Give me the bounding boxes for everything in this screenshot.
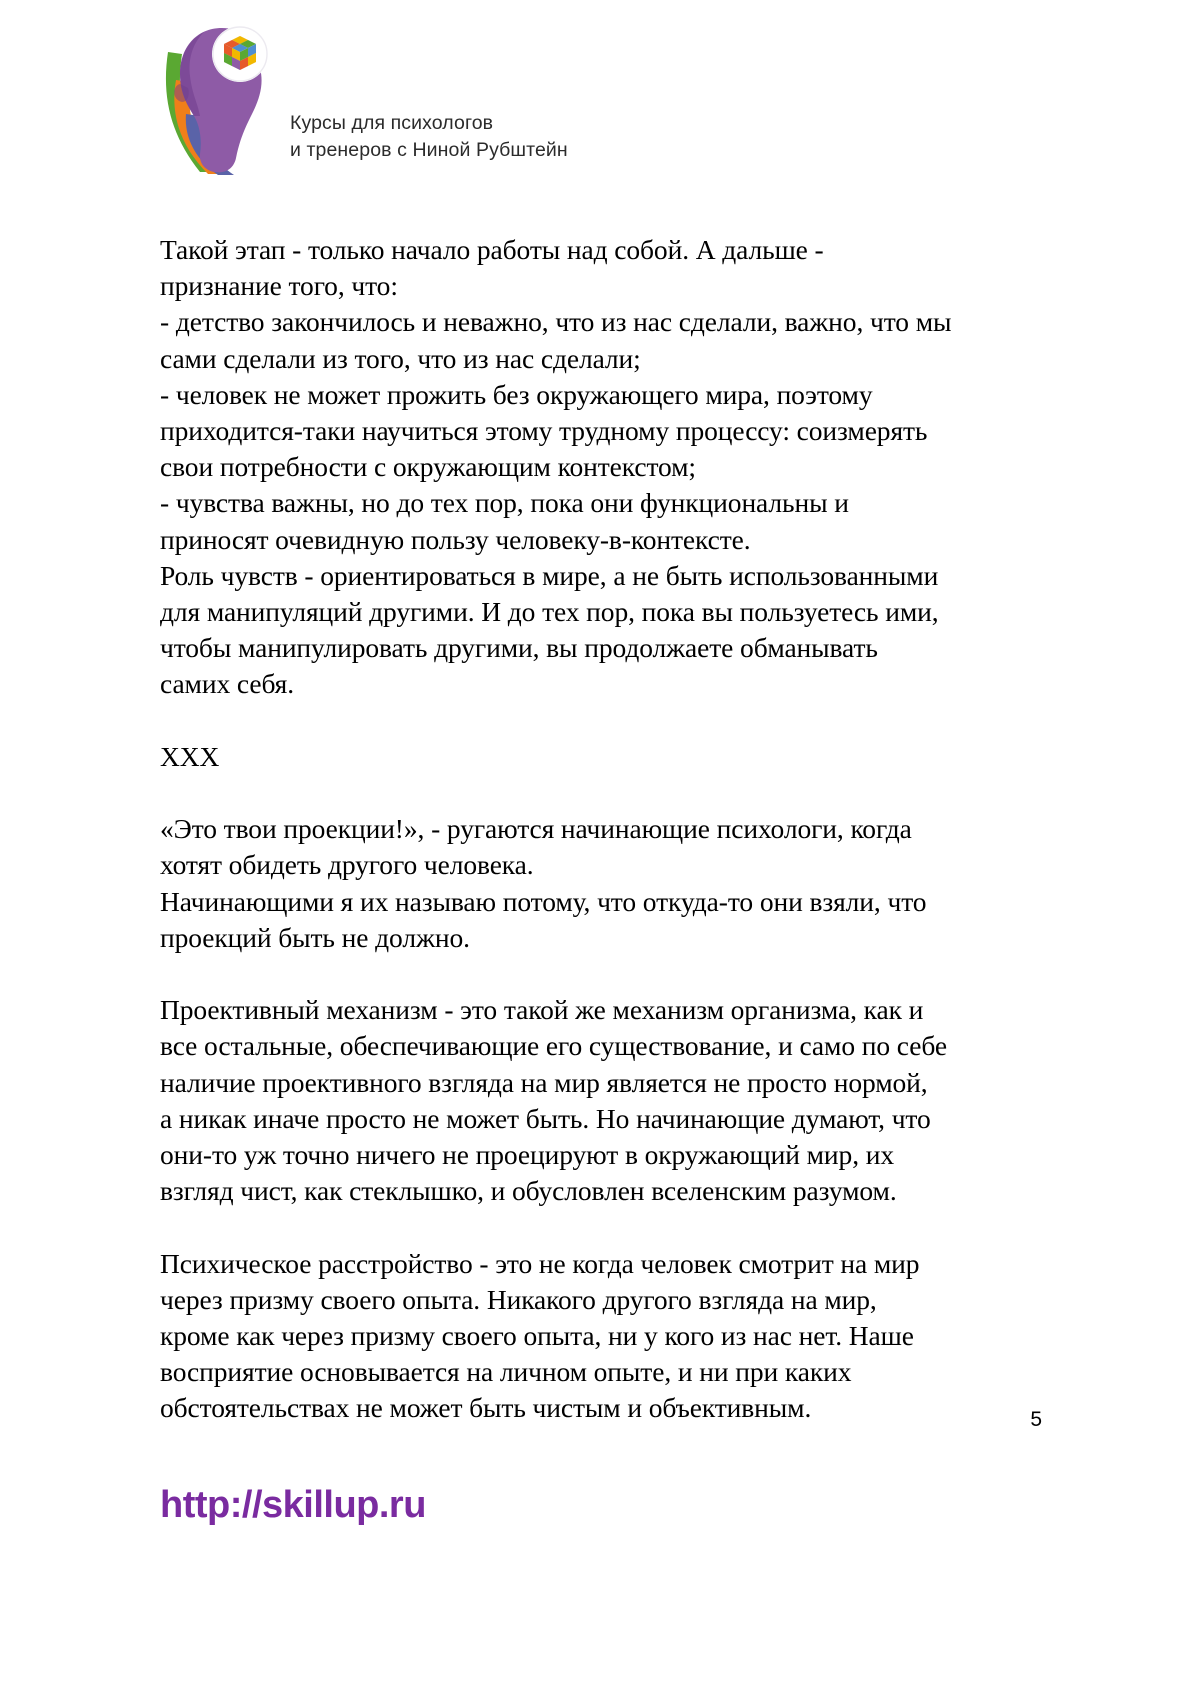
brand-name <box>290 110 568 164</box>
text-line: хотят обидеть другого человека. <box>160 849 534 881</box>
text-line: Проективный механизм - это такой же механизм организма, как и <box>160 994 924 1026</box>
brain-head-logo-icon <box>160 22 278 177</box>
text-line: все остальные, обеспечивающие его существование, и само по себе <box>160 1030 947 1062</box>
brand-line-1: Курсы для психологов <box>290 112 494 134</box>
text-line: Психическое расстройство - это не когда человек смотрит на мир <box>160 1247 920 1279</box>
paragraph <box>160 739 1040 775</box>
paragraph <box>160 811 1040 956</box>
text-line: для манипуляций другими. И до тех пор, пока вы пользуетесь ими, <box>160 596 939 628</box>
paragraph <box>160 992 1040 1209</box>
text-line: сами сделали из того, что из нас сделали; <box>160 342 641 374</box>
brand-line-2: и тренеров с Ниной Рубштейн <box>290 139 568 161</box>
text-line: взгляд чист, как стеклышко, и обусловлен вселенским разумом. <box>160 1175 897 1207</box>
text-line: Такой этап - только начало работы над собой. А дальше - <box>160 234 824 265</box>
text-line: самих себя. <box>160 668 294 700</box>
text-line: Начинающими я их называю потому, что откуда-то они взяли, что <box>160 885 927 917</box>
text-line: приносят очевидную пользу человеку-в-контексте. <box>160 523 751 555</box>
text-line: XXX <box>160 740 220 772</box>
text-line: свои потребности с окружающим контекстом; <box>160 451 696 483</box>
text-line: восприятие основывается на личном опыте, и ни при каких <box>160 1356 852 1388</box>
text-line: через призму своего опыта. Никакого другого взгляда на мир, <box>160 1283 877 1315</box>
paragraph <box>160 232 1040 703</box>
site-url-link[interactable]: http://skillup.ru <box>160 1484 426 1526</box>
text-line: кроме как через призму своего опыта, ни у кого из нас нет. Наше <box>160 1320 914 1352</box>
text-line: признание того, что: <box>160 270 398 302</box>
text-line: они-то уж точно ничего не проецируют в окружающий мир, их <box>160 1139 895 1171</box>
brand-logo <box>160 22 720 182</box>
text-line: наличие проективного взгляда на мир является не просто нормой, <box>160 1066 928 1098</box>
text-line: приходится-таки научиться этому трудному процессу: соизмерять <box>160 415 928 447</box>
text-line: - детство закончилось и неважно, что из нас сделали, важно, что мы <box>160 306 952 338</box>
text-line: обстоятельствах не может быть чистым и объективным. <box>160 1392 812 1424</box>
text-line: «Это твои проекции!», - ругаются начинающие психологи, когда <box>160 813 912 845</box>
text-line: а никак иначе просто не может быть. Но начинающие думают, что <box>160 1102 931 1134</box>
document-body <box>160 232 1040 1427</box>
text-line: проекций быть не должно. <box>160 921 470 953</box>
text-line: чтобы манипулировать другими, вы продолжаете обманывать <box>160 632 878 664</box>
paragraph <box>160 1246 1040 1427</box>
page-number: 5 <box>1030 1408 1042 1431</box>
text-line: - человек не может прожить без окружающего мира, поэтому <box>160 378 873 410</box>
page-header <box>0 0 1200 200</box>
text-line: - чувства важны, но до тех пор, пока они функциональны и <box>160 487 849 519</box>
text-line: Роль чувств - ориентироваться в мире, а не быть использованными <box>160 559 939 591</box>
